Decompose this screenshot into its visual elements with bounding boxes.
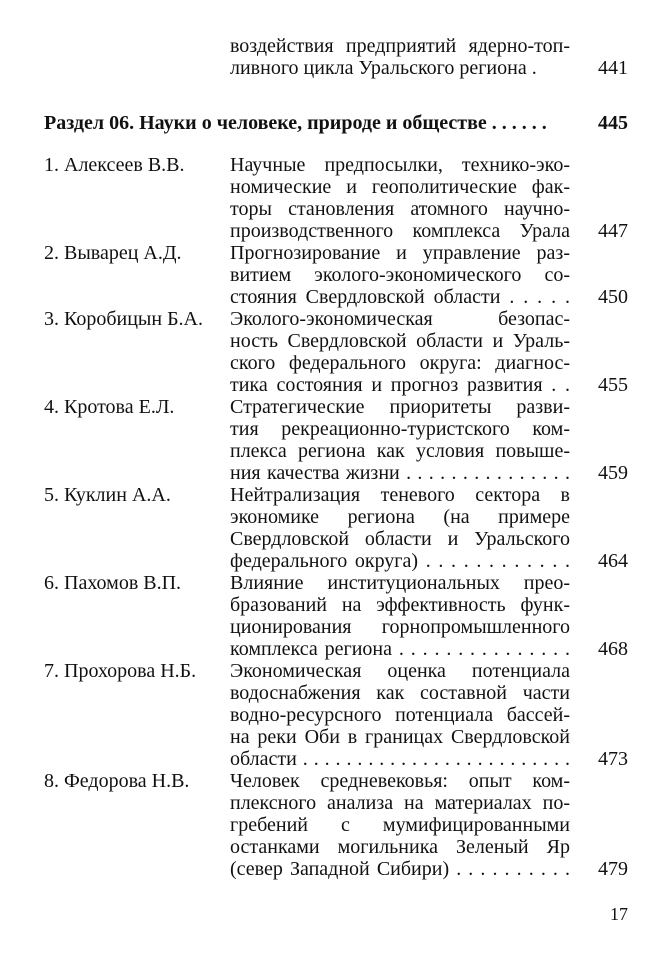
entry-title-line: Нейтрализация теневого сектора в [230,484,570,506]
section-page: 445 [598,112,628,134]
entry-title-line: Эколого-экономическая безопас- [230,308,570,330]
entry-author: 7. Прохорова Н.Б. [44,660,197,682]
entry-page: 459 [598,462,628,484]
entry-title-line: водно-ресурсного потенциала бассей- [230,704,570,726]
entry-title-line: на реки Оби в границах Свердловской [230,726,570,748]
entry-page: 479 [598,858,628,880]
entry-title-line: витием эколого-экономического со- [230,264,570,286]
entry-title-line: торы становления атомного научно- [230,198,570,220]
entry-title-line: номические и геополитические фак- [230,176,570,198]
entry-page: 473 [598,748,628,770]
entry-page: 450 [598,286,628,308]
entry-title-line: Человек средневековья: опыт ком- [230,770,570,792]
section-title: Раздел 06. Науки о человеке, природе и обществе . . . . . . [44,112,547,134]
entry-title-line: ность Свердловской области и Ураль- [230,330,570,352]
continuation-line: ливного цикла Уральского региона . [230,57,537,79]
entry-title-line: Влияние институциональных прео- [230,572,570,594]
entry-title-line: гребений с мумифицированными [230,814,570,836]
entry-page: 468 [598,638,628,660]
entry-author: 6. Пахомов В.П. [44,572,182,594]
entry-title-line: тика состояния и прогноз развития . . [230,374,570,396]
entry-page: 464 [598,550,628,572]
entry-title-line: ского федерального округа: диагнос- [230,352,570,374]
entry-title-line: Научные предпосылки, технико-эко- [230,154,570,176]
entry-title-line: Прогнозирование и управление раз- [230,242,570,264]
entry-title-line: экономике региона (на примере [230,506,570,528]
entry-author: 5. Куклин А.А. [44,484,171,506]
entry-author: 3. Коробицын Б.А. [44,308,203,330]
entry-author: 8. Федорова Н.В. [44,770,190,792]
entry-author: 2. Выварец А.Д. [44,242,182,264]
entry-title-line: федерального округа) . . . . . . . . . . . . [230,550,570,572]
entry-author: 1. Алексеев В.В. [44,154,185,176]
page-number: 17 [610,904,628,924]
entry-author: 4. Кротова Е.Л. [44,396,175,418]
entry-title-line: Свердловской области и Уральского [230,528,570,550]
entry-title-line: плексного анализа на материалах по- [230,792,570,814]
entry-title-line: плекса региона как условия повыше- [230,440,570,462]
entry-title-line: комплекса региона . . . . . . . . . . . . . . . [230,638,570,660]
entry-title-line: области . . . . . . . . . . . . . . . . . . . . . . . . . [230,748,570,770]
entry-title-line: тия рекреационно-туристского ком- [230,418,570,440]
entry-title-line: Экономическая оценка потенциала [230,660,570,682]
entry-title-line: ния качества жизни . . . . . . . . . . . . . . . [230,462,570,484]
entry-title-line: останками могильника Зеленый Яр [230,836,570,858]
entry-page: 447 [598,220,628,242]
continuation-page: 441 [598,57,628,79]
entry-title-line: бразований на эффективность функ- [230,594,570,616]
continuation-line: воздействия предприятий ядерно-топ- [230,35,570,57]
entry-title-line: стояния Свердловской области . . . . . [230,286,570,308]
entry-page: 455 [598,374,628,396]
entry-title-line: производственного комплекса Урала [230,220,570,242]
entry-title-line: ционирования горнопромышленного [230,616,570,638]
entry-title-line: (север Западной Сибири) . . . . . . . . . . [230,858,570,880]
entry-title-line: водоснабжения как составной части [230,682,570,704]
entry-title-line: Стратегические приоритеты разви- [230,396,570,418]
